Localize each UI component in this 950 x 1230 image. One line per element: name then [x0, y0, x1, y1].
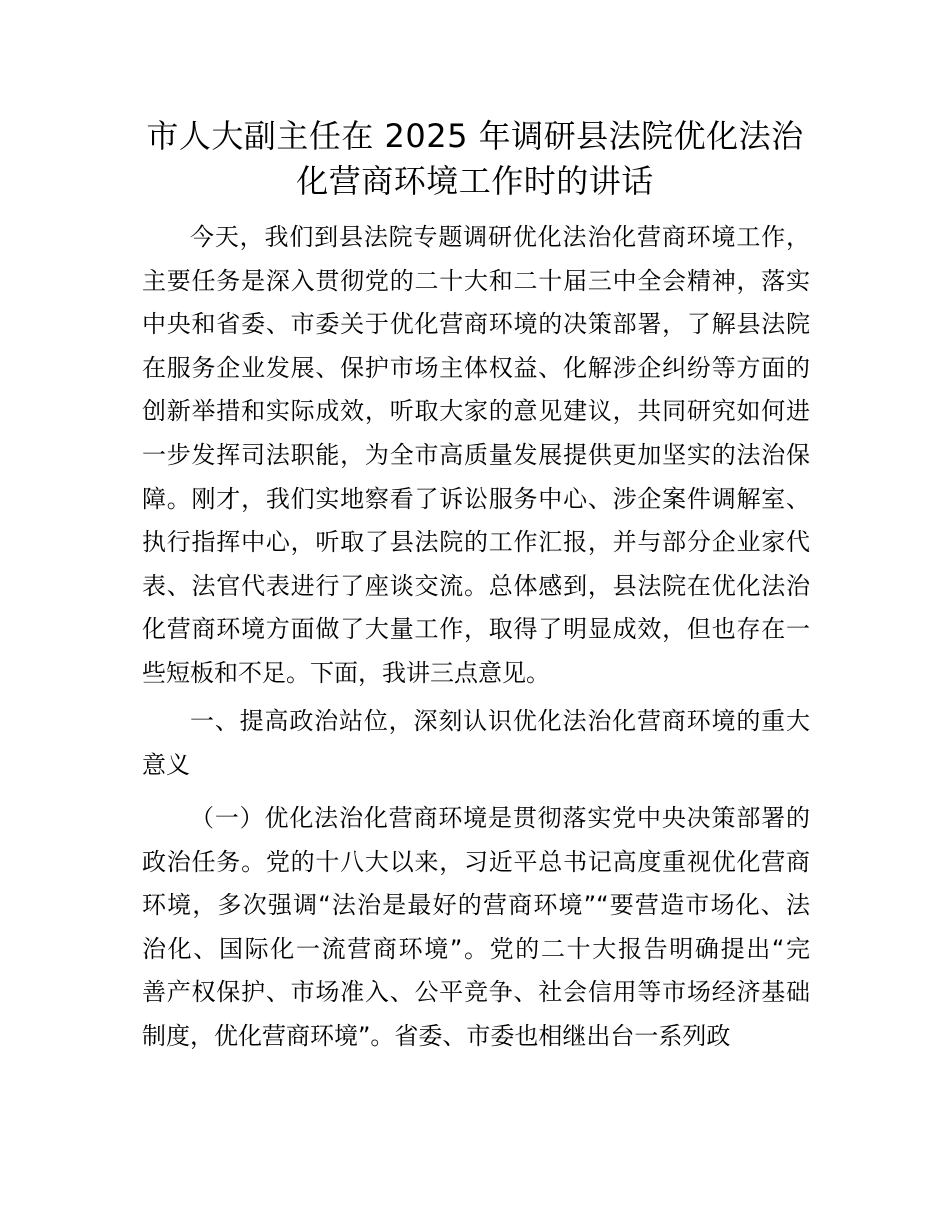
text-line: 创新举措和实际成效，听取大家的意见建议，共同研究如何进	[142, 397, 810, 426]
text-line: 些短板和不足。下面，我讲三点意见。	[142, 658, 550, 687]
text-line: 善产权保护、市场准入、公平竞争、社会信用等市场经济基础	[142, 978, 810, 1007]
text-line: （一）优化法治化营商环境是贯彻落实党中央决策部署的	[190, 804, 810, 832]
text-line: 主要任务是深入贯彻党的二十大和二十届三中全会精神，落实	[142, 266, 810, 295]
text-line: 在服务企业发展、保护市场主体权益、化解涉企纠纷等方面的	[142, 353, 810, 382]
heading-line: 意义	[142, 750, 190, 779]
text-line: 制度，优化营商环境”。省委、市委也相继出台一系列政	[142, 1021, 731, 1050]
text-line: 中央和省委、市委关于优化营商环境的决策部署，了解县法院	[142, 310, 810, 339]
text-line: 化营商环境方面做了大量工作，取得了明显成效，但也存在一	[142, 615, 810, 644]
document-title-line-2: 化营商环境工作时的讲话	[296, 162, 654, 200]
text-line: 障。刚才，我们实地察看了诉讼服务中心、涉企案件调解室、	[142, 484, 810, 513]
body-paragraph	[142, 797, 810, 1059]
document-title-line-1: 市人大副主任在 2025 年调研县法院优化法治	[146, 117, 804, 155]
text-line: 政治任务。党的十八大以来，习近平总书记高度重视优化营商	[142, 847, 810, 876]
text-line: 治化、国际化一流营商环境”。党的二十大报告明确提出“完	[142, 934, 810, 963]
text-line: 今天，我们到县法院专题调研优化法治化营商环境工作，	[190, 223, 810, 251]
text-line: 表、法官代表进行了座谈交流。总体感到，县法院在优化法治	[142, 571, 810, 600]
intro-paragraph	[142, 216, 810, 696]
section-heading-1	[142, 700, 810, 787]
heading-line: 一、提高政治站位，深刻认识优化法治化营商环境的重大	[190, 707, 810, 735]
text-line: 一步发挥司法职能，为全市高质量发展提供更加坚实的法治保	[142, 440, 810, 469]
text-line: 执行指挥中心，听取了县法院的工作汇报，并与部分企业家代	[142, 528, 810, 557]
text-line: 环境，多次强调“法治是最好的营商环境”“要营造市场化、法	[142, 891, 810, 920]
